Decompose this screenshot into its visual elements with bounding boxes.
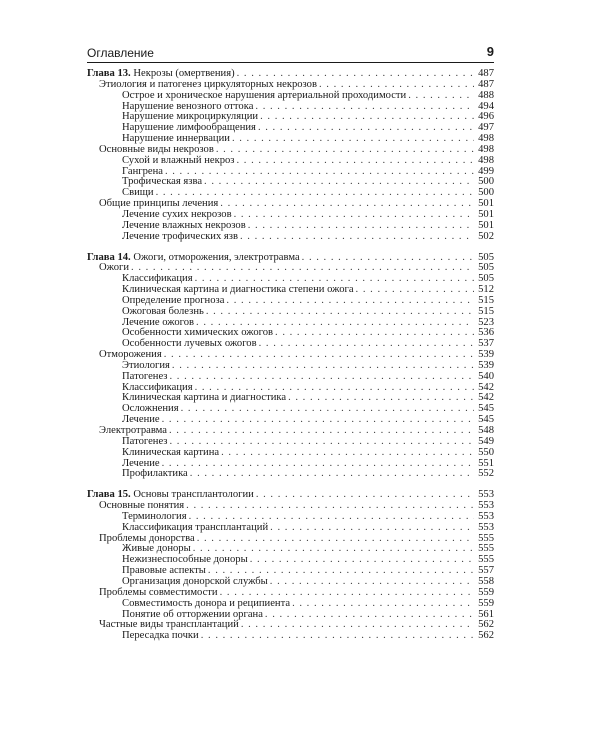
toc-entry-title: Клиническая картина и диагностика степени ожога xyxy=(122,284,354,296)
toc-entry-title: Особенности химических ожогов xyxy=(122,327,274,339)
toc-page-number: 558 xyxy=(478,575,494,587)
dot-leader xyxy=(232,134,474,145)
toc-entry-title: Осложнения xyxy=(122,403,179,415)
page-number: 9 xyxy=(486,44,494,59)
toc-entry[interactable] xyxy=(87,523,494,534)
chapter-title: Некрозы (омертвения) xyxy=(130,68,235,79)
toc-entry-title: Организация донорской службы xyxy=(122,575,268,587)
toc-entry-title: Лечение трофических язв xyxy=(122,230,238,242)
chapter-label: Глава 14. xyxy=(87,251,131,263)
toc-entry-title: Клиническая картина и диагностика xyxy=(122,392,287,404)
toc-page-number: 537 xyxy=(478,338,494,350)
toc-page-number: 552 xyxy=(478,468,494,480)
dot-leader xyxy=(302,253,474,264)
toc-page-number: 498 xyxy=(478,143,494,155)
toc-entry-title: Определение прогноза xyxy=(122,294,225,306)
toc-entry-title: Общие принципы лечения xyxy=(99,198,219,210)
toc-page-number: 500 xyxy=(478,176,494,188)
dot-leader xyxy=(169,372,474,383)
toc-entry[interactable] xyxy=(87,448,494,459)
toc-entry[interactable] xyxy=(87,372,494,383)
toc-page-number: 502 xyxy=(478,230,494,242)
toc-page-number: 545 xyxy=(478,403,494,415)
toc-entry-title: Патогенез xyxy=(122,370,168,382)
toc-entry-title: Понятие об отторжении органа xyxy=(122,608,263,620)
dot-leader xyxy=(259,339,474,350)
toc-chapter xyxy=(87,490,494,642)
toc-entry-title: Профилактика xyxy=(122,468,188,480)
toc-page-number: 498 xyxy=(478,133,494,145)
toc-entry-title: Сухой и влажный некроз xyxy=(122,154,235,166)
dot-leader xyxy=(260,112,474,123)
toc-entry-title: Пересадка почки xyxy=(122,630,199,642)
toc-entry-title: Нарушение иннервации xyxy=(122,133,230,145)
dot-leader xyxy=(181,404,474,415)
toc-entry-title: Нежизнеспособные доноры xyxy=(122,554,248,566)
dot-leader xyxy=(270,577,474,588)
toc-entry-title: Лечение ожогов xyxy=(122,316,195,328)
toc-page-number: 539 xyxy=(478,359,494,371)
toc-page-number: 499 xyxy=(478,165,494,177)
toc-page-number: 559 xyxy=(478,597,494,609)
dot-leader xyxy=(356,285,474,296)
toc-entry-title: Ожоговая болезнь xyxy=(122,305,204,317)
toc-entry[interactable] xyxy=(87,599,494,610)
toc-entry-title: Классификация трансплантаций xyxy=(122,521,269,533)
toc-chapter-heading[interactable] xyxy=(87,253,494,264)
toc-page-number: 542 xyxy=(478,392,494,404)
dot-leader xyxy=(186,501,474,512)
dot-leader xyxy=(165,167,474,178)
toc-chapter xyxy=(87,253,494,481)
toc-page-number: 548 xyxy=(478,425,494,436)
toc-page-number: 559 xyxy=(478,586,494,598)
toc-page-number: 549 xyxy=(478,435,494,447)
toc-entry-title: Частные виды трансплантаций xyxy=(99,619,239,631)
dot-leader xyxy=(162,459,474,470)
toc-entry-title: Свищи xyxy=(122,187,154,199)
toc-entry-title: Основные виды некрозов xyxy=(99,143,214,155)
toc-entry-title: Нарушение микроциркуляции xyxy=(122,111,259,123)
toc-entry-title: Особенности лучевых ожогов xyxy=(122,338,257,350)
toc-page-number: 512 xyxy=(478,284,494,296)
toc-entry-title: Основные понятия xyxy=(99,500,185,512)
toc-entry-title: Этиология и патогенез циркуляторных некрозов xyxy=(99,78,317,90)
toc-entry-title: Лечение сухих некрозов xyxy=(122,208,232,220)
dot-leader xyxy=(255,102,474,113)
toc-entry[interactable] xyxy=(87,469,494,480)
toc-page-number: 488 xyxy=(478,89,494,101)
toc-page-number: 562 xyxy=(478,630,494,642)
dot-leader xyxy=(226,296,474,307)
dot-leader xyxy=(169,426,474,437)
dot-leader xyxy=(237,156,475,167)
dot-leader xyxy=(201,631,474,642)
chapter-title: Основы трансплантологии xyxy=(130,489,254,501)
toc-page-number: 555 xyxy=(478,543,494,555)
toc-entry-title: Нарушение венозного оттока xyxy=(122,100,254,112)
toc-page-number: 515 xyxy=(478,305,494,317)
dot-leader xyxy=(190,469,474,480)
toc-page-number: 515 xyxy=(478,294,494,306)
toc-entry[interactable] xyxy=(87,232,494,243)
toc-page-number: 501 xyxy=(478,208,494,220)
toc-page-number: 536 xyxy=(478,327,494,339)
dot-leader xyxy=(256,490,474,501)
toc-entry-title: Лечение xyxy=(122,457,160,469)
toc-entry-title: Отморожения xyxy=(99,349,162,361)
toc-page-number: 501 xyxy=(478,198,494,210)
toc-entry-title: Патогенез xyxy=(122,435,168,447)
dot-leader xyxy=(172,361,474,372)
toc-page-number: 561 xyxy=(478,608,494,620)
chapter-label: Глава 15. xyxy=(87,489,131,501)
chapter-title: Ожоги, отморожения, электротравма xyxy=(130,251,300,263)
toc-page-number: 501 xyxy=(478,219,494,231)
toc-entry-title: Гангрена xyxy=(122,165,163,177)
toc-page-number: 498 xyxy=(478,154,494,166)
toc-page-number: 487 xyxy=(478,78,494,90)
dot-leader xyxy=(270,523,474,534)
toc-entry-title: Совместимость донора и реципиента xyxy=(122,597,291,609)
toc-page-number: 487 xyxy=(478,68,494,79)
toc-entry[interactable] xyxy=(87,307,494,318)
toc-entry[interactable] xyxy=(87,631,494,642)
toc-page-number: 555 xyxy=(478,554,494,566)
toc-entry-title: Правовые аспекты xyxy=(122,565,206,577)
toc-page-number: 505 xyxy=(478,251,494,263)
chapter-label: Глава 13. xyxy=(87,68,131,79)
dot-leader xyxy=(275,328,474,339)
toc-entry[interactable] xyxy=(87,91,494,102)
toc-page-number: 505 xyxy=(478,273,494,285)
toc-entry[interactable] xyxy=(87,156,494,167)
toc-entry-title: Лечение xyxy=(122,414,160,426)
toc-entry-title: Нарушение лимфообращения xyxy=(122,122,256,134)
toc-entry-title: Этиология xyxy=(122,359,170,371)
dot-leader xyxy=(248,221,474,232)
dot-leader xyxy=(240,232,474,243)
toc-page-number: 553 xyxy=(478,500,494,512)
toc-page-number: 557 xyxy=(478,565,494,577)
toc-entry-title: Лечение влажных некрозов xyxy=(122,219,246,231)
toc-page-number: 551 xyxy=(478,457,494,469)
toc-page-number: 562 xyxy=(478,619,494,631)
toc-page-number: 550 xyxy=(478,446,494,458)
dot-leader xyxy=(197,534,474,545)
toc-page-number: 542 xyxy=(478,381,494,393)
toc-entry-title: Терминология xyxy=(122,510,187,522)
toc-page-number: 555 xyxy=(478,532,494,544)
toc-page-number: 497 xyxy=(478,122,494,134)
toc-page-number: 540 xyxy=(478,370,494,382)
running-head-title: Оглавление xyxy=(87,46,154,60)
dot-leader xyxy=(250,555,474,566)
toc-page-number: 553 xyxy=(478,489,494,501)
toc-page-number: 505 xyxy=(478,262,494,274)
toc-entry-title: Классификация xyxy=(122,381,193,393)
dot-leader xyxy=(220,199,474,210)
dot-leader xyxy=(162,415,474,426)
toc-entry-title: Живые доноры xyxy=(122,543,191,555)
toc-page-number: 545 xyxy=(478,414,494,426)
toc-entry-title: Клиническая картина xyxy=(122,446,220,458)
dot-leader xyxy=(204,177,474,188)
dot-leader xyxy=(234,210,474,221)
dot-leader xyxy=(241,620,474,631)
running-head xyxy=(87,44,494,62)
toc-chapter xyxy=(87,69,494,243)
dot-leader xyxy=(408,91,474,102)
toc-entry-title: Ожоги xyxy=(99,262,130,274)
dot-leader xyxy=(164,350,474,361)
header-rule xyxy=(87,62,494,63)
dot-leader xyxy=(292,599,474,610)
toc-page-number: 494 xyxy=(478,100,494,112)
dot-leader xyxy=(288,393,474,404)
dot-leader xyxy=(258,123,474,134)
toc-entry-title: Электротравма xyxy=(99,425,167,436)
toc-page-number: 553 xyxy=(478,521,494,533)
toc-page-number: 496 xyxy=(478,111,494,123)
table-of-contents xyxy=(87,69,494,652)
toc-page-number: 539 xyxy=(478,349,494,361)
toc-entry-title: Острое и хроническое нарушения артериальной проходимости xyxy=(122,89,407,101)
toc-page-number: 523 xyxy=(478,316,494,328)
toc-entry-title: Классификация xyxy=(122,273,193,285)
toc-page-number: 553 xyxy=(478,510,494,522)
toc-entry-title: Трофическая язва xyxy=(122,176,203,188)
dot-leader xyxy=(221,448,474,459)
toc-entry-title: Проблемы совместимости xyxy=(99,586,218,598)
dot-leader xyxy=(265,610,474,621)
toc-page-number: 500 xyxy=(478,187,494,199)
dot-leader xyxy=(206,307,474,318)
toc-entry-title: Проблемы донорства xyxy=(99,532,195,544)
dot-leader xyxy=(216,145,474,156)
